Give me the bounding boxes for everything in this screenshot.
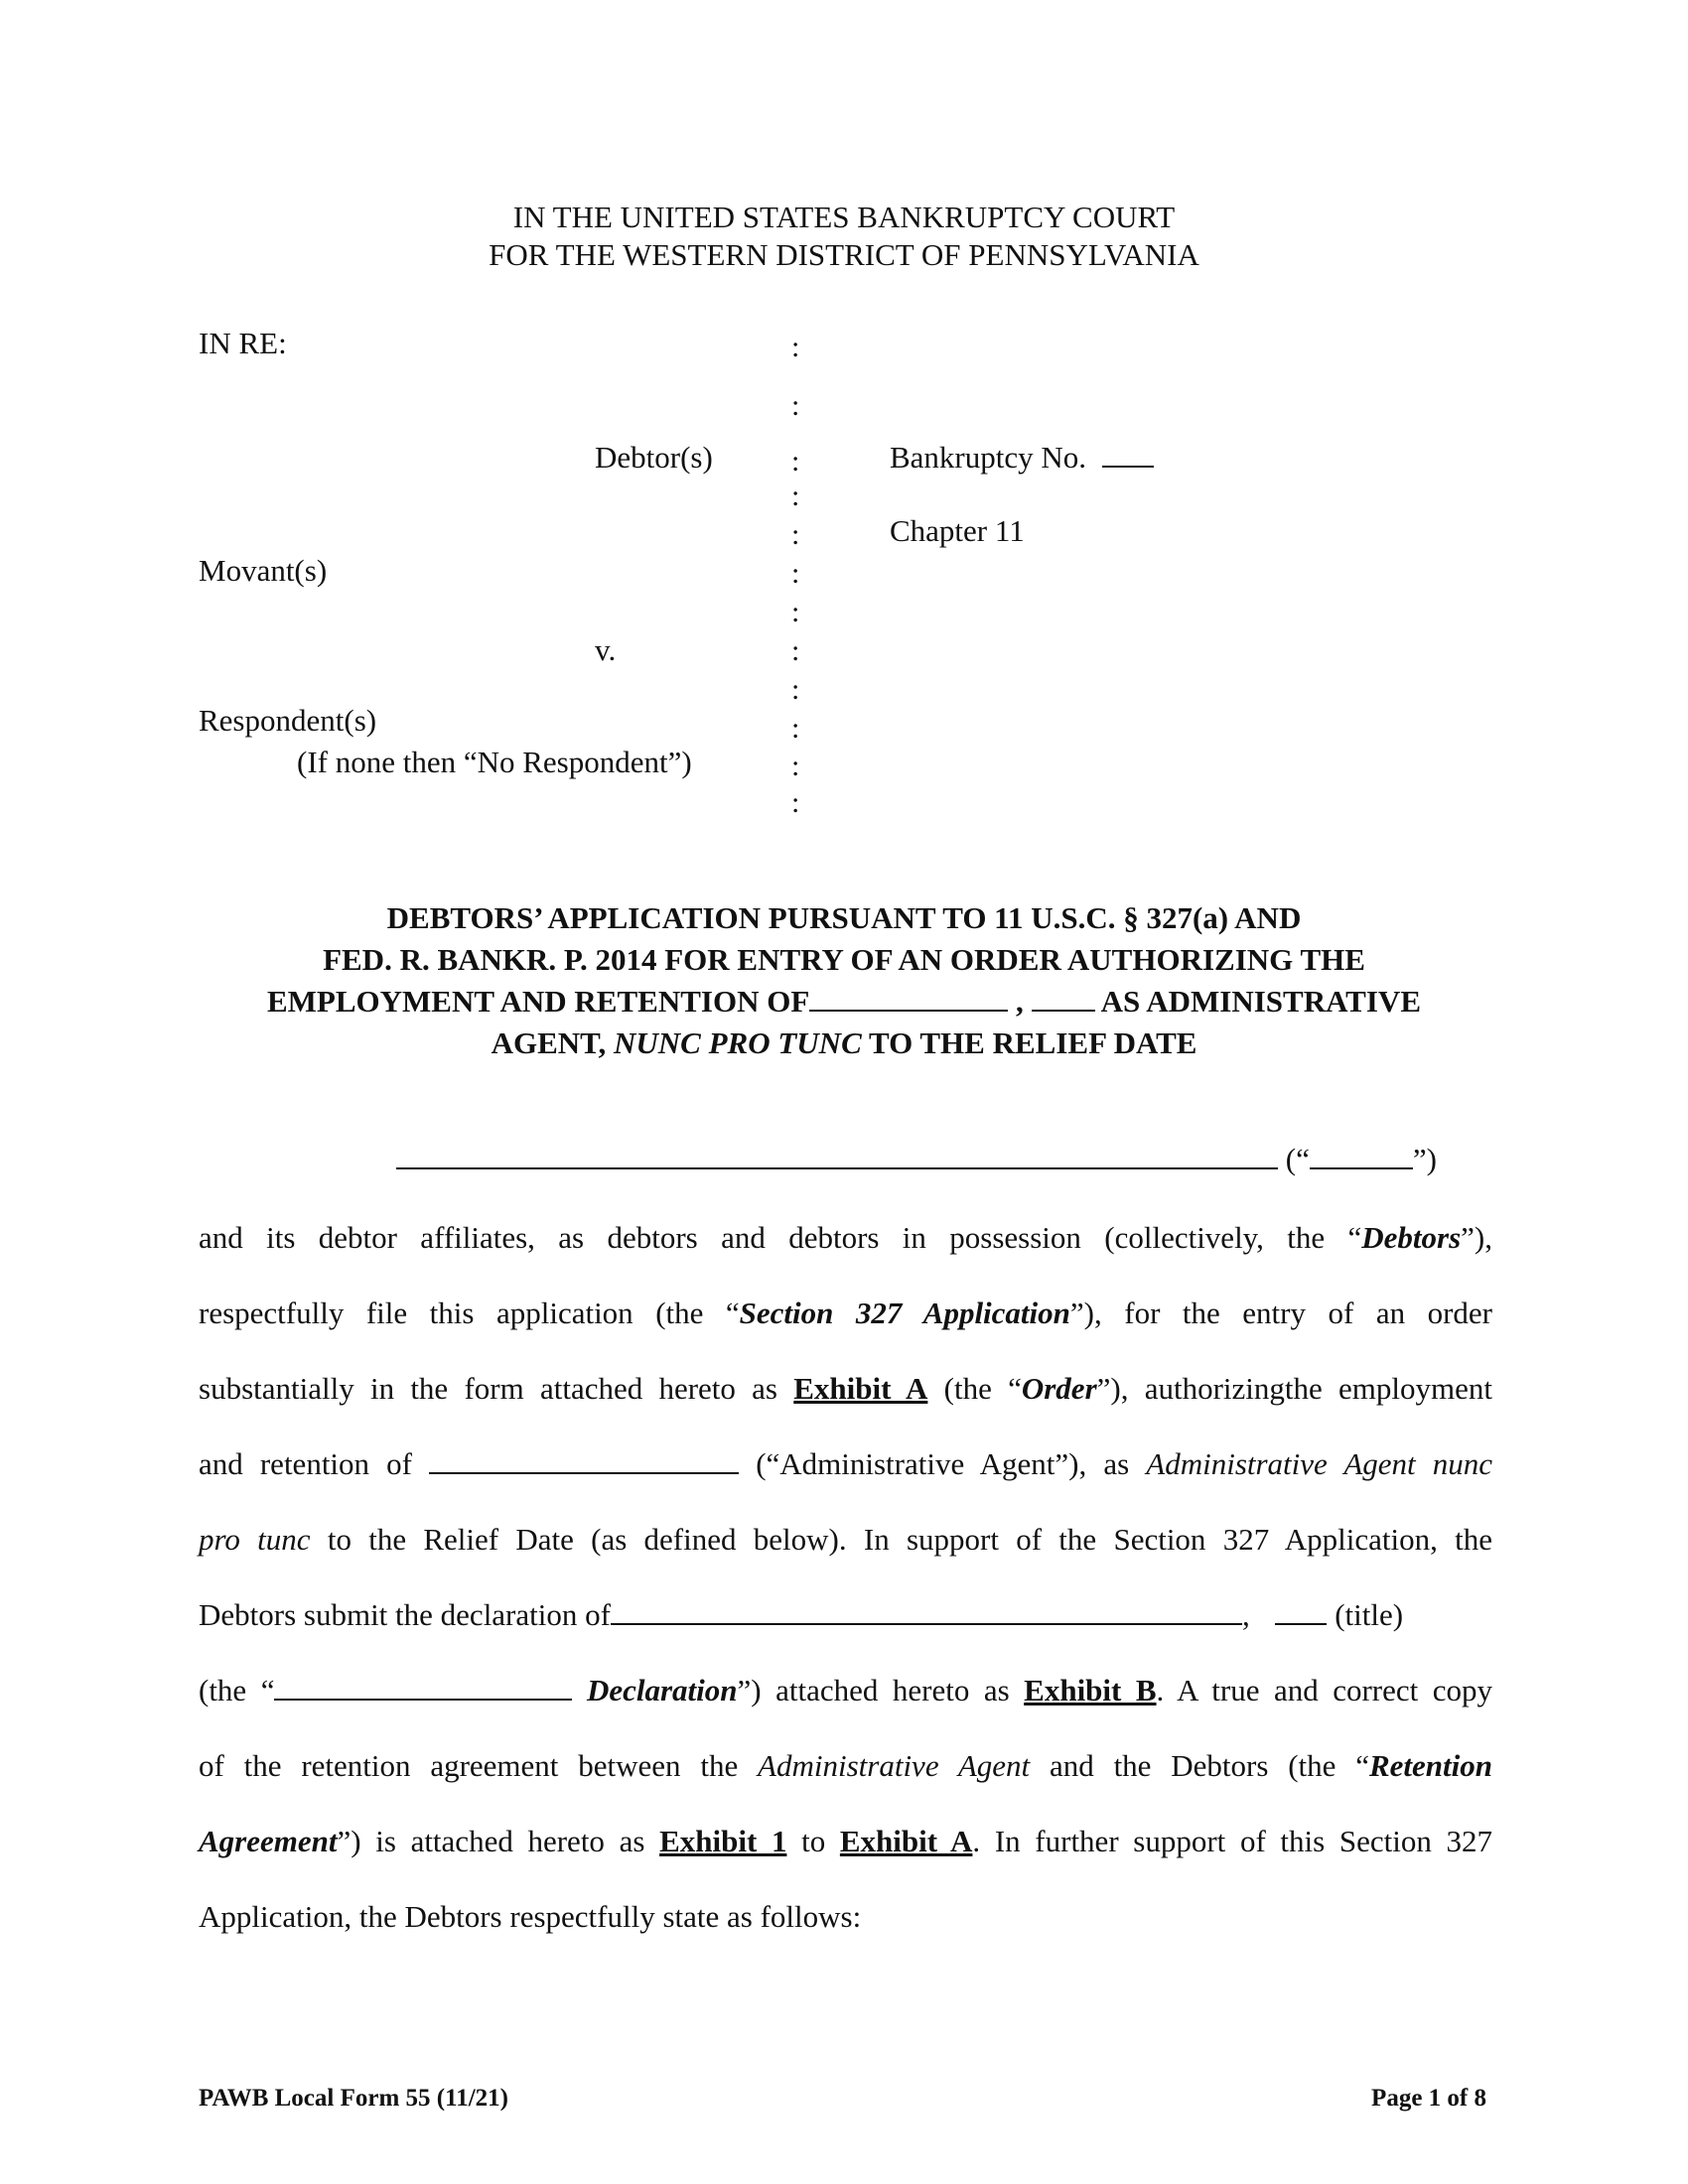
body-text: . A true and correct copy xyxy=(1156,1673,1493,1707)
body-line-6 xyxy=(199,1520,1492,1560)
title-line-4 xyxy=(0,1023,1688,1064)
body-text: ”) is attached hereto as xyxy=(337,1824,645,1858)
title-line-3-text-c: AS ADMINISTRATIVE xyxy=(1100,984,1421,1019)
caption-colon: : xyxy=(791,518,800,551)
caption-colon: : xyxy=(791,634,800,667)
court-heading-line-2: FOR THE WESTERN DISTRICT OF PENNSYLVANIA xyxy=(489,237,1199,272)
title-line-4-nunc-pro-tunc: NUNC PRO TUNC xyxy=(614,1025,862,1060)
debtors-term: Debtors xyxy=(1361,1220,1462,1255)
bankruptcy-number xyxy=(890,440,1154,476)
order-term: Order xyxy=(1021,1371,1097,1406)
administrative-agent-name-blank[interactable] xyxy=(429,1471,739,1474)
body-text: ”), for the entry of an order xyxy=(1069,1296,1493,1330)
body-text: (the “ xyxy=(199,1673,275,1707)
body-line-5 xyxy=(199,1444,1492,1484)
agent-entity-blank[interactable] xyxy=(1032,1009,1095,1012)
body-text: (title) xyxy=(1335,1597,1404,1632)
respondents-label: Respondent(s) xyxy=(199,703,377,738)
caption-colon: : xyxy=(791,479,800,512)
bankruptcy-number-label: Bankruptcy No. xyxy=(890,440,1087,475)
debtors-label: Debtor(s) xyxy=(595,440,713,475)
in-re-label: IN RE: xyxy=(199,326,287,360)
body-text: (“Administrative Agent”), as xyxy=(756,1446,1130,1481)
body-text: . In further support of this Section 327 xyxy=(972,1824,1493,1858)
caption-colon: : xyxy=(791,331,800,363)
title-line-4-text-c: TO THE RELIEF DATE xyxy=(868,1025,1197,1060)
title-line-1: DEBTORS’ APPLICATION PURSUANT TO 11 U.S.C. § 327(a) AND xyxy=(386,900,1302,935)
court-heading-line-1: IN THE UNITED STATES BANKRUPTCY COURT xyxy=(512,200,1176,234)
body-text: ”), xyxy=(1461,1220,1492,1255)
agreement-term: Agreement xyxy=(199,1824,338,1858)
declaration-term: Declaration xyxy=(586,1673,738,1707)
caption-colon: : xyxy=(791,673,800,706)
body-line-2 xyxy=(199,1218,1492,1258)
declarant-name-blank[interactable] xyxy=(611,1622,1242,1625)
caption-colon: : xyxy=(791,786,800,819)
body-text: Debtors submit the declaration of xyxy=(199,1597,611,1632)
bankruptcy-number-blank[interactable] xyxy=(1102,465,1154,468)
debtor-short-name-blank[interactable] xyxy=(1310,1166,1413,1169)
title-line-3 xyxy=(0,981,1688,1023)
debtor-name-blank[interactable] xyxy=(396,1166,1278,1169)
caption-colon: : xyxy=(791,596,800,628)
declaration-name-blank[interactable] xyxy=(274,1698,572,1701)
exhibit-1-reference: Exhibit 1 xyxy=(659,1824,787,1858)
exhibit-b-reference: Exhibit B xyxy=(1024,1673,1157,1707)
form-identifier: PAWB Local Form 55 (11/21) xyxy=(199,2085,508,2112)
title-line-4-text-a: AGENT, xyxy=(491,1025,607,1060)
body-text: ”) attached hereto as xyxy=(737,1673,1010,1707)
title-line-3-text-a: EMPLOYMENT AND RETENTION OF xyxy=(266,984,810,1019)
body-line-1 xyxy=(396,1140,1492,1179)
short-name-close-quote: ”) xyxy=(1412,1142,1437,1176)
declarant-title-blank[interactable] xyxy=(1275,1622,1327,1625)
body-text: and its debtor affiliates, as debtors and debtors in possession (collectively, the “ xyxy=(199,1220,1362,1255)
caption-colon: : xyxy=(791,557,800,590)
administrative-agent-italic: Administrative Agent xyxy=(758,1748,1031,1783)
body-text: of the retention agreement between the xyxy=(199,1748,739,1783)
agent-name-blank[interactable] xyxy=(809,1009,1008,1012)
movants-label: Movant(s) xyxy=(199,553,328,588)
page-number: Page 1 of 8 xyxy=(1371,2085,1486,2112)
body-line-4 xyxy=(199,1369,1492,1409)
body-text: substantially in the form attached hereto as xyxy=(199,1371,777,1406)
body-text: and the Debtors (the “ xyxy=(1049,1748,1369,1783)
caption-colon: : xyxy=(791,389,800,422)
title-line-2: FED. R. BANKR. P. 2014 FOR ENTRY OF AN ORDER AUTHORIZING THE xyxy=(323,942,1365,977)
chapter-label: Chapter 11 xyxy=(890,513,1025,548)
body-text: , xyxy=(1241,1597,1250,1632)
body-text: to xyxy=(801,1824,826,1858)
pro-tunc-italic: pro tunc xyxy=(199,1522,311,1557)
body-line-7 xyxy=(199,1595,1492,1635)
body-text: to the Relief Date (as defined below). In support of the Section 327 Application, the xyxy=(327,1522,1492,1557)
respondents-note: (If none then “No Respondent”) xyxy=(297,745,692,779)
caption-colon: : xyxy=(791,750,800,782)
body-line-3 xyxy=(199,1294,1492,1333)
caption-colon: : xyxy=(791,445,800,478)
body-line-8 xyxy=(199,1671,1492,1710)
body-text: (the “ xyxy=(943,1371,1022,1406)
body-line-11: Application, the Debtors respectfully state as follows: xyxy=(199,1899,862,1934)
exhibit-a-reference: Exhibit A xyxy=(839,1824,973,1858)
body-line-9 xyxy=(199,1746,1492,1786)
exhibit-a-reference: Exhibit A xyxy=(793,1371,928,1406)
body-line-10 xyxy=(199,1822,1492,1861)
section-327-application-term: Section 327 Application xyxy=(739,1296,1070,1330)
administrative-agent-italic: Administrative Agent nunc xyxy=(1146,1446,1493,1481)
versus-label: v. xyxy=(595,632,617,667)
title-line-3-comma: , xyxy=(1016,984,1024,1019)
body-text: respectfully file this application (the “ xyxy=(199,1296,740,1330)
body-text: ”), authorizingthe employment xyxy=(1096,1371,1492,1406)
caption-colon: : xyxy=(791,712,800,745)
short-name-open-quote: (“ xyxy=(1285,1142,1310,1176)
retention-term: Retention xyxy=(1369,1748,1493,1783)
body-text: and retention of xyxy=(199,1446,412,1481)
